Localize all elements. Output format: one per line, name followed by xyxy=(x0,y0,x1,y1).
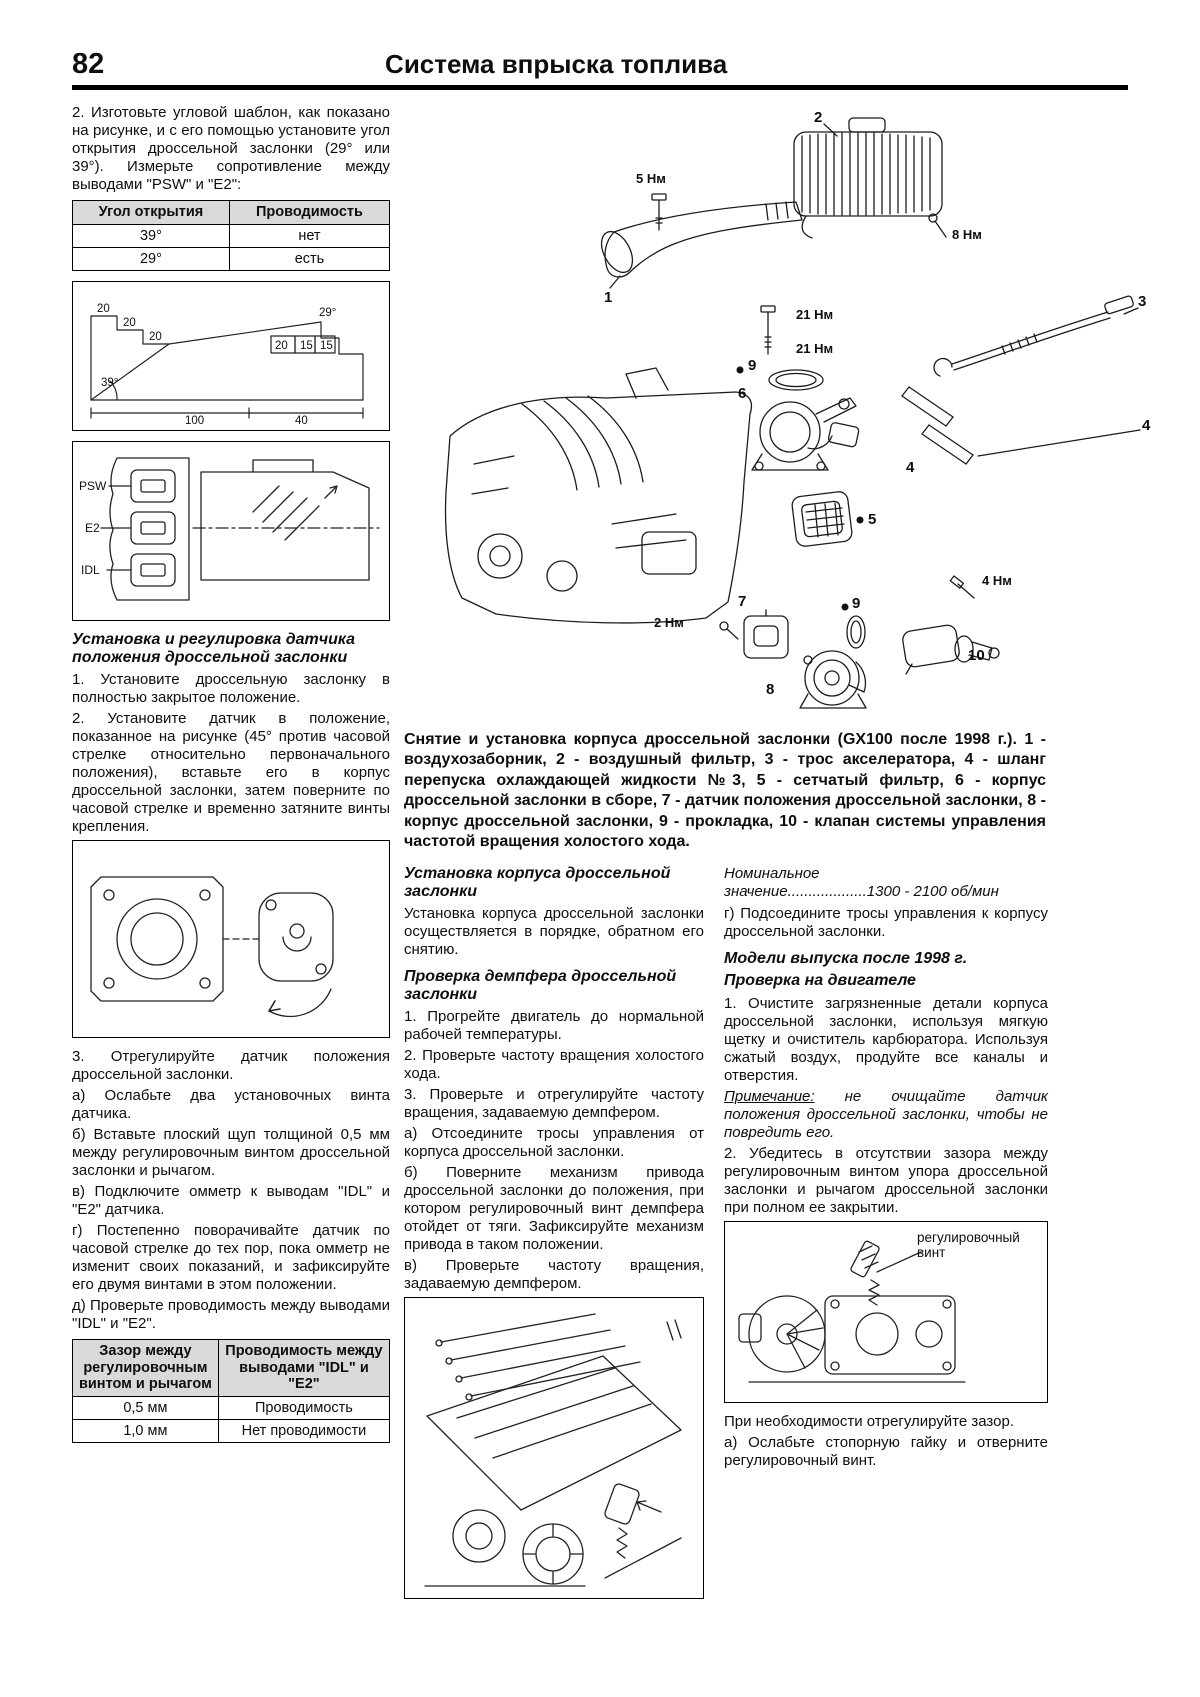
note-label: Примечание: xyxy=(724,1087,815,1105)
torque-label: 2 Нм xyxy=(654,615,684,630)
dim-label: 40 xyxy=(295,414,308,426)
step-item: в) Проверьте частоту вращения, задаваемую демпфером. xyxy=(404,1257,704,1293)
table-cell: нет xyxy=(229,224,389,247)
sensor-install-figure xyxy=(72,840,390,1038)
part-number-callout: 8 xyxy=(766,681,775,698)
sensor-install-drawing xyxy=(73,841,387,1033)
part-number-callout: 10 xyxy=(968,647,985,664)
dim-label: 15 xyxy=(320,339,333,352)
pin-label: PSW xyxy=(79,478,107,493)
step-item: а) Ослабьте два установочных винта датчика. xyxy=(72,1086,390,1122)
page-header xyxy=(72,48,1128,90)
paragraph-body-install: Установка корпуса дроссельной заслонки осуществляется в порядке, обратном его снятию. xyxy=(404,904,704,958)
table-cell: 0,5 мм xyxy=(73,1396,219,1419)
section-heading-models-1998: Модели выпуска после 1998 г. xyxy=(724,950,968,968)
lower-columns xyxy=(404,865,1066,1609)
dim-label: 20 xyxy=(97,302,110,315)
connector-figure xyxy=(72,441,390,621)
note-text: не очищайте датчик положения дроссельной заслонки, чтобы не повредить его. xyxy=(724,1087,1048,1141)
figure-caption: Снятие и установка корпуса дроссельной заслонки (GX100 после 1998 г.). 1 - воздухозаборник, 2 - воздушный фильтр, 3 - трос акселератора, 4 - шланг перепуска охлаждающей жидкости №3, 5 - сетчатый фильтр, 6 - корпус дроссельной заслонки в сборе, 7 - датчик положения дроссельной заслонки, 8 - корпус дроссельной заслонки, 9 - прокладка, 10 - клапан системы управления частотой вращения холостого хода. xyxy=(404,731,1046,851)
step-item: 2. Проверьте частоту вращения холостого хода. xyxy=(404,1047,704,1083)
dim-label: 20 xyxy=(275,339,288,352)
engine-damper-drawing xyxy=(405,1298,701,1594)
note-paragraph xyxy=(724,1088,1048,1142)
torque-label: 8 Нм xyxy=(952,227,982,242)
table-cell: 1,0 мм xyxy=(73,1419,219,1442)
angle-template-drawing xyxy=(73,282,387,426)
part-number-callout: 5 xyxy=(868,511,877,528)
table-header: Проводимость между выводами "IDL" и "E2" xyxy=(218,1339,389,1396)
right-column xyxy=(724,865,1048,1609)
dim-label: 15 xyxy=(300,339,313,352)
step-item: б) Поверните механизм привода дроссельной заслонки до положения, при котором регулировочный винт демпфера отойдет от тяги. Зафиксируйте механизм привода в таком положении. xyxy=(404,1164,704,1254)
middle-column xyxy=(404,865,704,1609)
table-header: Проводимость xyxy=(229,201,389,225)
content-columns xyxy=(72,104,1200,1609)
table-header: Угол открытия xyxy=(73,201,230,225)
part-number-callout: 2 xyxy=(814,109,823,126)
section-heading-sensor-install: Установка и регулировка датчика положения дроссельной заслонки xyxy=(72,630,356,666)
table-row xyxy=(73,1419,390,1442)
section-heading-engine-check: Проверка на двигателе xyxy=(724,972,916,990)
angle-template-figure xyxy=(72,281,390,431)
table-cell: 29° xyxy=(73,247,230,270)
dim-label: 20 xyxy=(123,316,136,329)
dim-label: 29° xyxy=(319,306,337,319)
part-number-callout: 9 xyxy=(748,357,757,374)
pin-label: IDL xyxy=(81,562,100,577)
step-item: б) Вставьте плоский щуп толщиной 0,5 мм между регулировочным винтом дроссельной заслонки и рычагом. xyxy=(72,1125,390,1179)
step-item: 1. Установите дроссельную заслонку в полностью закрытое положение. xyxy=(72,670,390,706)
nominal-line: значение...................1300 - 2100 об/мин xyxy=(724,883,999,901)
paragraph-gap-check: 2. Убедитесь в отсутствии зазора между регулировочным винтом упора дроссельной заслонки и рычагом дроссельной заслонки при полном ее закрытии. xyxy=(724,1144,1048,1216)
table-cell: есть xyxy=(229,247,389,270)
step-item: 2. Установите датчик в положение, показанное на рисунке (45° против часовой стрелке относительно первоначального положения), вставьте его в корпус дроссельной заслонки, затем поверните по часовой стрелке и временно затяните винты крепления. xyxy=(72,709,390,835)
step-item: 1. Прогрейте двигатель до нормальной рабочей температуры. xyxy=(404,1008,704,1044)
section-heading-damper-check: Проверка демпфера дроссельной заслонки xyxy=(404,967,677,1004)
table-cell: Нет проводимости xyxy=(218,1419,389,1442)
section-heading-body-install: Установка корпуса дроссельной заслонки xyxy=(404,864,671,900)
adjust-screw-figure xyxy=(724,1221,1048,1403)
part-number-callout: 4 xyxy=(1142,417,1151,434)
right-area xyxy=(404,104,1166,1609)
step-item: г) Постепенно поворачивайте датчик по часовой стрелке до тех пор, пока омметр не изменит своих показаний, и зафиксируйте его двумя винтами в этом положении. xyxy=(72,1221,390,1293)
torque-label: 21 Нм xyxy=(796,307,834,322)
step-item: а) Ослабьте стопорную гайку и отверните регулировочный винт. xyxy=(724,1433,1048,1469)
part-number-callout: 1 xyxy=(604,289,613,306)
table-row xyxy=(73,247,390,270)
pin-label: E2 xyxy=(85,520,100,535)
part-number-callout: 4 xyxy=(906,459,915,476)
throttle-exploded-drawing xyxy=(404,104,1164,726)
step-item: в) Подключите омметр к выводам "IDL" и "E2" датчика. xyxy=(72,1182,390,1218)
step-item: 3. Отрегулируйте датчик положения дроссельной заслонки. xyxy=(72,1047,390,1083)
nominal-line: Номинальное xyxy=(724,864,820,882)
step-item: д) Проверьте проводимость между выводами "IDL" и "E2". xyxy=(72,1296,390,1332)
table-row xyxy=(73,1396,390,1419)
table-cell: Проводимость xyxy=(218,1396,389,1419)
page-title: Система впрыска топлива xyxy=(385,49,728,79)
paragraph-cleaning: 1. Очистите загрязненные детали корпуса дроссельной заслонки, используя мягкую щетку и очиститель карбюратора. Используя сжатый воздух, продуйте все каналы и отверстия. xyxy=(724,994,1048,1084)
page-number: 82 xyxy=(72,48,105,80)
dim-label: 39° xyxy=(101,376,119,389)
step-item: а) Отсоедините тросы управления от корпуса дроссельной заслонки. xyxy=(404,1125,704,1161)
table-cell: 39° xyxy=(73,224,230,247)
torque-label: 5 Нм xyxy=(636,171,666,186)
nominal-value xyxy=(724,865,1048,902)
part-number-callout: 9 xyxy=(852,595,861,612)
part-number-callout: 6 xyxy=(738,385,747,402)
engine-damper-figure xyxy=(404,1297,704,1599)
part-number-callout: 7 xyxy=(738,593,747,610)
dim-label: 20 xyxy=(149,330,162,343)
paragraph-template-intro: 2. Изготовьте угловой шаблон, как показано на рисунке, и с его помощью установите угол открытия дроссельной заслонки (29° или 39°). Измерьте сопротивление между выводами "PSW" и "E2": xyxy=(72,104,390,193)
table-header: Зазор между регулировочным винтом и рычагом xyxy=(73,1339,219,1396)
torque-label: 4 Нм xyxy=(982,573,1012,588)
part-number-callout: 3 xyxy=(1138,293,1147,310)
gap-conductivity-table xyxy=(72,1339,390,1443)
table-row xyxy=(73,224,390,247)
torque-label: 21 Нм xyxy=(796,341,834,356)
throttle-exploded-figure xyxy=(404,104,1164,726)
dim-label: 100 xyxy=(185,414,205,426)
paragraph-adjust: При необходимости отрегулируйте зазор. xyxy=(724,1412,1014,1430)
angle-conductivity-table xyxy=(72,200,390,271)
step-item: г) Подсоедините тросы управления к корпусу дроссельной заслонки. xyxy=(724,905,1048,941)
step-item: 3. Проверьте и отрегулируйте частоту вращения, задаваемую демпфером. xyxy=(404,1086,704,1122)
adjust-screw-label: регулировочный винт xyxy=(917,1229,1020,1261)
connector-drawing xyxy=(73,442,387,616)
left-column xyxy=(72,104,390,1609)
